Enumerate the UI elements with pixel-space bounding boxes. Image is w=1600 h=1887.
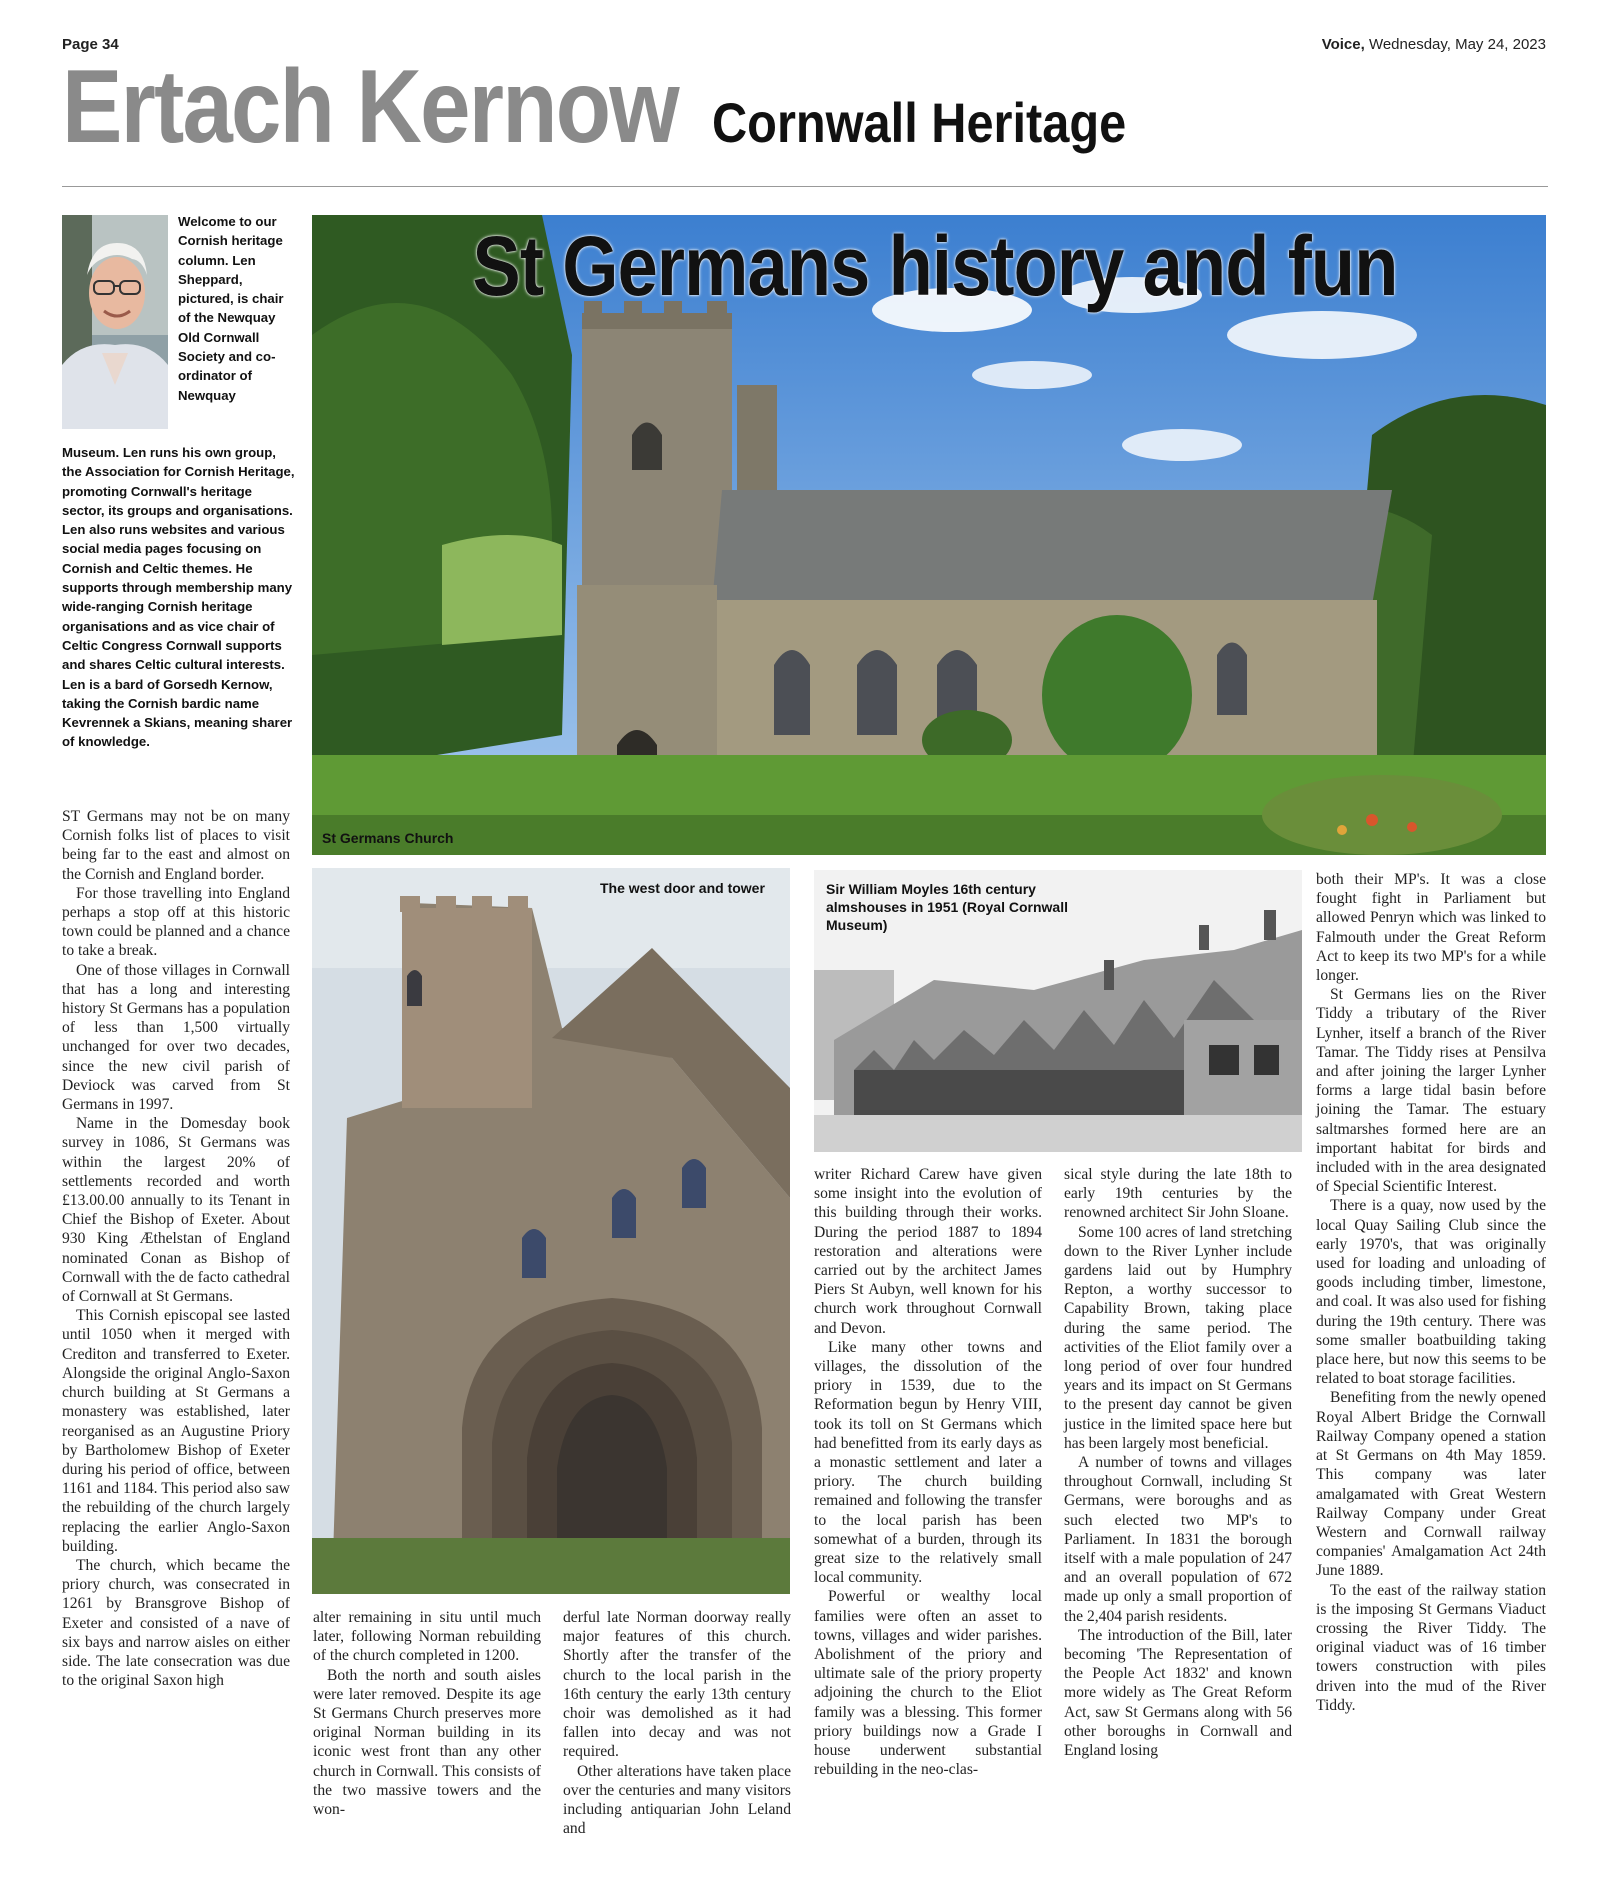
author-bio: Museum. Len runs his own group, the Association for Cornish Heritage, promoting Cornwall's heritage sector, its groups and organisations. Len also runs websites and various social media pages focusing on Cornish and Celtic themes. He supports through membership many wide-ranging Cornish heritage organisations and as vice chair of Celtic Congress Cornwall supports and shares Celtic cultural interests. Len is a bard of Gorsedh Kernow, taking the Cornish bardic name Kevrennek a Skians, meaning sharer of knowledge. — [62, 445, 295, 750]
paragraph: St Germans lies on the River Tiddy a tributary of the River Lynher, itself a branch of the River Tamar. The Tiddy rises at Pensilva and after joining the larger Lynher forms a large tidal basin before joining the Tamar. The estuary saltmarshes formed here are an important habitat for birds and included with in the area designated of Special Scientific Interest. — [1316, 986, 1546, 1196]
page-label: Page — [62, 36, 98, 53]
masthead-title: Ertach Kernow — [62, 49, 678, 165]
page-number-value: 34 — [102, 36, 119, 53]
header-rule — [62, 186, 1548, 187]
paragraph: ST Germans may not be on many Cornish folks list of places to visit being far to the east and almost on the Cornish and England border. — [62, 808, 290, 883]
article-column-5 — [1064, 1165, 1292, 1760]
publication-name: Voice, — [1321, 36, 1365, 53]
article-column-4 — [814, 1165, 1042, 1780]
dateline — [1322, 36, 1546, 53]
author-photo — [62, 215, 168, 429]
paragraph: This Cornish episcopal see lasted until 1050 when it merged with Crediton and transferred to Exeter. Alongside the original Anglo-Saxon church building at St Germans a monastery was established, later reorganised as an Augustine Priory by Bartholomew Bishop of Exeter during his period of office, between 1161 and 1184. This period also saw the rebuilding of the church largely replacing the earlier Anglo-Saxon building. — [62, 1307, 290, 1555]
paragraph: The church, which became the priory church, was consecrated in 1261 by Bransgrove Bishop of Exeter and consisted of a nave of six bays and narrow aisles on either side. The late consecration was due to the original Saxon high — [62, 1556, 290, 1690]
caption-church: St Germans Church — [322, 830, 454, 846]
paragraph: sical style during the late 18th to early 19th centuries by the renowned architect Sir John Sloane. — [1064, 1166, 1292, 1222]
caption-almshouses: Sir William Moyles 16th century almshouses in 1951 (Royal Cornwall Museum) — [826, 881, 1068, 933]
article-column-2 — [313, 1608, 541, 1819]
paragraph: Some 100 acres of land stretching down to the River Lynher include gardens laid out by Humphry Repton, a worthy successor to Capability Brown, taking place during the same period. The activities of the Eliot family over a long period of over four hundred years and its impact on St Germans to the present day cannot be given justice in the limited space here but has been largely most beneficial. — [1064, 1223, 1292, 1452]
paragraph: derful late Norman doorway really major features of this church. Shortly after the transfer of the church to the local parish in the 16th century the early 13th century choir was demolished as it had fallen into decay and was not required. — [563, 1609, 791, 1761]
paragraph: Like many other towns and villages, the dissolution of the priory in 1539, due to the Reformation begun by Henry VIII, took its toll on St Germans which had benefitted from its early days as a monastic settlement and later a priory. The church building remained and following the transfer to the local parish has been somewhat of a burden, through its great size to the relatively small local community. — [814, 1338, 1042, 1587]
issue-date: Wednesday, May 24, 2023 — [1368, 36, 1546, 53]
paragraph: One of those villages in Cornwall that has a long and interesting history St Germans has a population of less than 1,500 virtually unchanged for over two decades, since the new civil parish of Deviock was carved from St Germans in 1997. — [62, 961, 290, 1114]
paragraph: writer Richard Carew have given some insight into the evolution of this building through their works. During the period 1887 to 1894 restoration and alterations were carried out by the architect James Piers St Aubyn, well known for his church work throughout Cornwall and Devon. — [814, 1166, 1042, 1337]
masthead-subtitle: Cornwall Heritage — [712, 91, 1127, 154]
caption-west-door: The west door and tower — [600, 880, 765, 896]
paragraph: Other alterations have taken place over the centuries and many visitors including antiquarian John Leland and — [563, 1762, 791, 1838]
paragraph: Benefiting from the newly opened Royal Albert Bridge the Cornwall Railway Company opened a station at St Germans on 4th May 1859. This company was later amalgamated with Great Western Railway Company under Great Western and Cornwall railway companies' Amalgamation Act 24th June 1889. — [1316, 1389, 1546, 1580]
paragraph: Name in the Domesday book survey in 1086, St Germans was within the largest 20% of settlements recorded and worth £13.00.00 annually to its Tenant in Chief the Bishop of Exeter. About 930 King Æthelstan of England nominated Conan as Bishop of Cornwall with the de facto cathedral of Cornwall at St Germans. — [62, 1115, 290, 1306]
paragraph: alter remaining in situ until much later, following Norman rebuilding of the church completed in 1200. — [313, 1609, 541, 1665]
paragraph: To the east of the railway station is the imposing St Germans Viaduct crossing the River Tiddy. The original viaduct was of 16 timber towers construction with piles driven into the mud of the River Tiddy. — [1316, 1581, 1546, 1714]
paragraph: Both the north and south aisles were later removed. Despite its age St Germans Church preserves more original Norman building in its iconic west front than any other church in Cornwall. This consists of the two massive towers and the won- — [313, 1666, 541, 1819]
article-column-3 — [563, 1608, 791, 1838]
west-door-photo — [312, 868, 790, 1594]
article-column-1 — [62, 807, 290, 1690]
paragraph: Powerful or wealthy local families were often an asset to towns, villages and wider parishes. Abolishment of the priory and ultimate sale of the priory property adjoining the church to the Eliot family was a blessing. This former priory buildings now a Grade I house underwent substantial rebuilding in the neo-clas- — [814, 1588, 1042, 1779]
paragraph: There is a quay, now used by the local Quay Sailing Club since the early 1970's, that was originally used for loading and unloading of goods including timber, limestone, and coal. It was also used for fishing during the 19th century. There was some smaller boatbuilding taking place here, but now this seems to be related to boat storage facilities. — [1316, 1197, 1546, 1388]
headline: St Germans history and fun — [472, 219, 1398, 313]
paragraph: For those travelling into England perhaps a stop off at this historic town could be planned and a chance to take a break. — [62, 884, 290, 960]
article-column-6 — [1316, 870, 1546, 1715]
author-bio-intro: Welcome to our Cornish heritage column. Len Sheppard, pictured, is chair of the Newquay Old Cornwall Society and co-ordinator of Newquay — [178, 214, 284, 403]
paragraph: both their MP's. It was a close fought fight in Parliament but allowed Penryn which was linked to Falmouth under the Great Reform Act to keep its two MP's for a while longer. — [1316, 871, 1546, 985]
paragraph: The introduction of the Bill, later becoming 'The Representation of the People Act 1832' and known more widely as The Great Reform Act, saw St Germans along with 56 other boroughs in Cornwall and England losing — [1064, 1626, 1292, 1760]
paragraph: A number of towns and villages throughout Cornwall, including St Germans, were boroughs and as such elected two MP's to Parliament. In 1831 the borough itself with a male population of 247 and an overall population of 672 made up only a small proportion of the 2,404 parish residents. — [1064, 1454, 1292, 1625]
